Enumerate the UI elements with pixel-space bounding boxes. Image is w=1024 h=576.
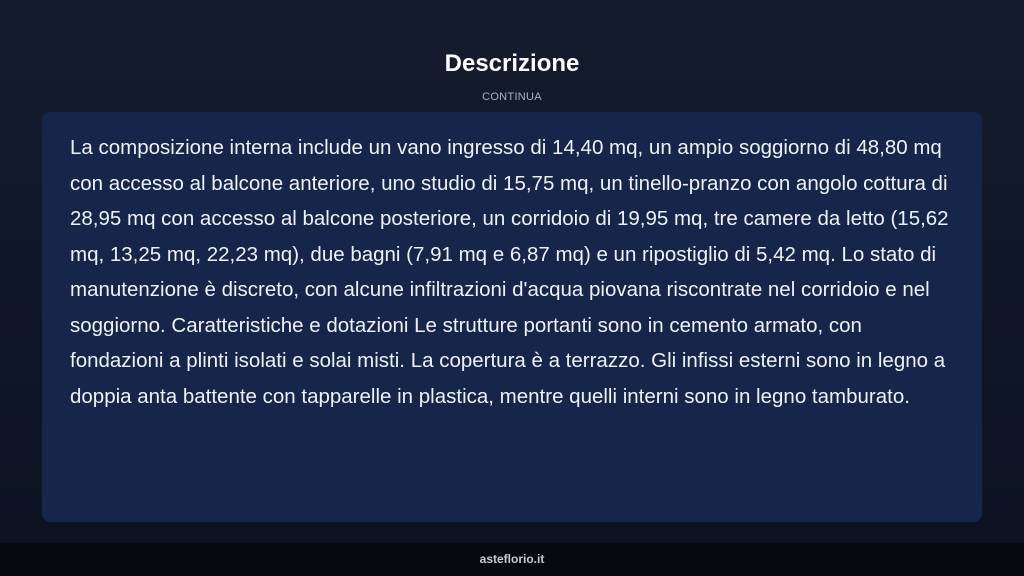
- footer-bar: [0, 543, 1024, 576]
- page-title: Descrizione: [444, 50, 580, 77]
- continue-label: CONTINUA: [482, 91, 542, 103]
- description-card: [42, 112, 982, 522]
- site-name: asteflorio.it: [479, 552, 545, 566]
- description-text: La composizione interna include un vano ingresso di 14,40 mq, un ampio soggiorno di 48,80 mq con accesso al balcone anteriore, uno studio di 15,75 mq, un tinello-pranzo con angolo cottura di 28,95 mq con accesso al balcone posteriore, un corridoio di 19,95 mq, tre camere da letto (15,62 mq, 13,25 mq, 22,23 mq), due bagni (7,91 mq e 6,87 mq) e un ripostiglio di 5,42 mq. Lo stato di manutenzione è discreto, con alcune infiltrazioni d'acqua piovana riscontrate nel corridoio e nel soggiorno. Caratteristiche e dotazioni Le strutture portanti sono in cemento armato, con fondazioni a plinti isolati e solai misti. La copertura è a terrazzo. Gli infissi esterni sono in legno a doppia anta battente con tapparelle in plastica, mentre quelli interni sono in legno tamburato.: [70, 136, 949, 408]
- slide-header: [0, 48, 1024, 104]
